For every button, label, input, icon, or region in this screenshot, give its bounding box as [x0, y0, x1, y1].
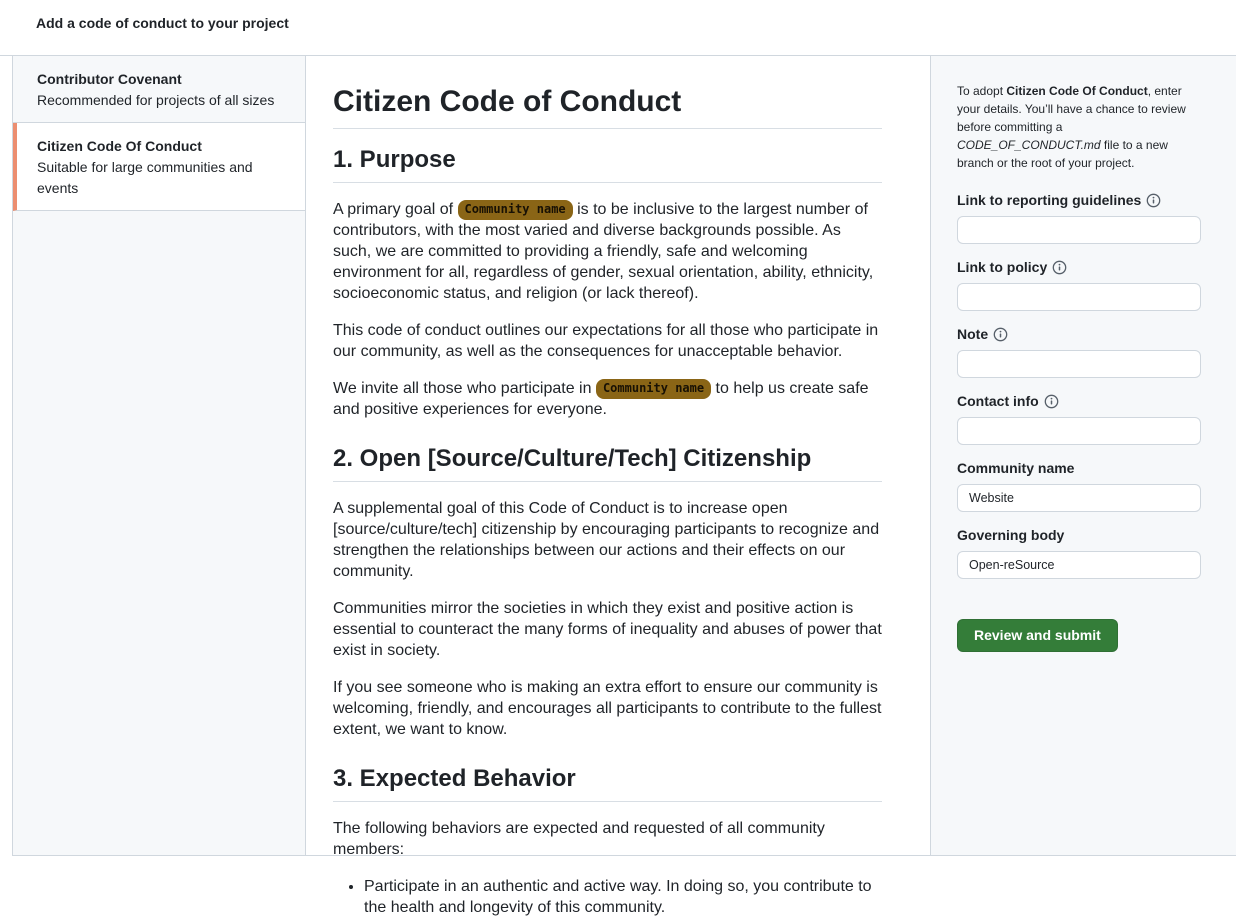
field-label — [957, 391, 1201, 411]
field-community-name — [957, 458, 1201, 512]
note-input[interactable] — [957, 350, 1201, 378]
info-icon[interactable] — [1146, 193, 1161, 208]
field-label-text: Governing body — [957, 527, 1065, 543]
paragraph: Communities mirror the societies in which they exist and positive action is essential to counteract the many forms of inequality and abuses of power that exist in society. — [333, 600, 882, 659]
section-heading-purpose: 1. Purpose — [333, 145, 882, 183]
field-governing-body — [957, 525, 1201, 579]
field-contact-info — [957, 391, 1201, 445]
paragraph: The following behaviors are expected and requested of all community members: — [333, 820, 825, 858]
field-label-text: Link to policy — [957, 259, 1048, 275]
paragraph: A supplemental goal of this Code of Conduct is to increase open [source/culture/tech] citizenship by encouraging participants to recognize and strengthen the relationships between our actions and their effects on our community. — [333, 500, 880, 580]
document-title: Citizen Code of Conduct — [333, 84, 882, 129]
section-heading-expected-behavior: 3. Expected Behavior — [333, 764, 882, 802]
list-bullet-item: • Participate in an authentic and active way. In doing so, you contribute to the health and longevity of this community. — [364, 876, 882, 918]
paragraph: If you see someone who is making an extra effort to ensure our community is welcoming, friendly, and encourages all participants to contribute to the fullest extent, we want to know. — [333, 679, 882, 738]
intro-text: , enter your details. You’ll have a chance to review before committing a — [957, 84, 1186, 134]
community-name-placeholder-badge: Community name — [596, 379, 711, 399]
list-item-contributor-covenant[interactable] — [13, 56, 305, 123]
reporting-guidelines-input[interactable] — [957, 216, 1201, 244]
intro-coc-name: Citizen Code Of Conduct — [1006, 84, 1148, 98]
paragraph — [333, 378, 882, 420]
field-label — [957, 257, 1201, 277]
section-heading-citizenship: 2. Open [Source/Culture/Tech] Citizenship — [333, 444, 882, 482]
coc-preview-pane — [306, 56, 931, 916]
paragraph-text: is to be inclusive to the largest number of contributors, with the most varied and diverse backgrounds possible. As such, we are committed to providing a friendly, safe and welcoming environment for all, regardless of gender, sexual orientation, ability, ethnicity, socioeconomic status, and religion (or lack thereof). — [333, 201, 874, 302]
field-label-text: Contact info — [957, 393, 1039, 409]
intro-filename: CODE_OF_CONDUCT.md — [957, 138, 1101, 152]
paragraph — [333, 199, 882, 304]
list-item-title: Contributor Covenant — [37, 71, 182, 87]
info-icon[interactable] — [993, 327, 1008, 342]
field-link-to-policy — [957, 257, 1201, 311]
link-to-policy-input[interactable] — [957, 283, 1201, 311]
form-intro-text — [957, 82, 1201, 172]
list-item-title: Citizen Code Of Conduct — [37, 138, 202, 154]
list-item-citizen-code-of-conduct[interactable] — [13, 123, 305, 211]
intro-text: To adopt — [957, 84, 1007, 98]
coc-template-list — [13, 56, 306, 855]
field-label — [957, 458, 1201, 478]
paragraph-text: to help us create safe and positive experiences for everyone. — [333, 380, 869, 418]
field-note — [957, 324, 1201, 378]
contact-info-input[interactable] — [957, 417, 1201, 445]
field-label-text: Note — [957, 326, 989, 342]
governing-body-input[interactable] — [957, 551, 1201, 579]
community-name-placeholder-badge: Community name — [458, 200, 573, 220]
community-name-input[interactable] — [957, 484, 1201, 512]
field-label — [957, 525, 1201, 545]
info-icon[interactable] — [1044, 394, 1059, 409]
info-icon[interactable] — [1052, 260, 1067, 275]
paragraph: This code of conduct outlines our expectations for all those who participate in our community, as well as the consequences for unacceptable behavior. — [333, 322, 879, 360]
page-title: Add a code of conduct to your project — [36, 15, 289, 31]
coc-details-form — [931, 56, 1236, 855]
page-header — [0, 0, 1236, 56]
main-layout — [12, 56, 1236, 916]
list-item-description: Suitable for large communities and events — [37, 159, 253, 196]
field-label — [957, 190, 1201, 210]
list-item-description: Recommended for projects of all sizes — [37, 92, 275, 108]
paragraph-text: A primary goal of — [333, 201, 458, 218]
paragraph-text: We invite all those who participate in — [333, 380, 596, 397]
field-reporting-guidelines — [957, 190, 1201, 244]
field-label-text: Link to reporting guidelines — [957, 192, 1142, 208]
review-and-submit-button[interactable]: Review and submit — [957, 619, 1118, 652]
field-label-text: Community name — [957, 460, 1075, 476]
intro-text: file to a new branch or the root of your project. — [957, 138, 1168, 170]
behavior-list — [333, 876, 882, 918]
field-label — [957, 324, 1201, 344]
